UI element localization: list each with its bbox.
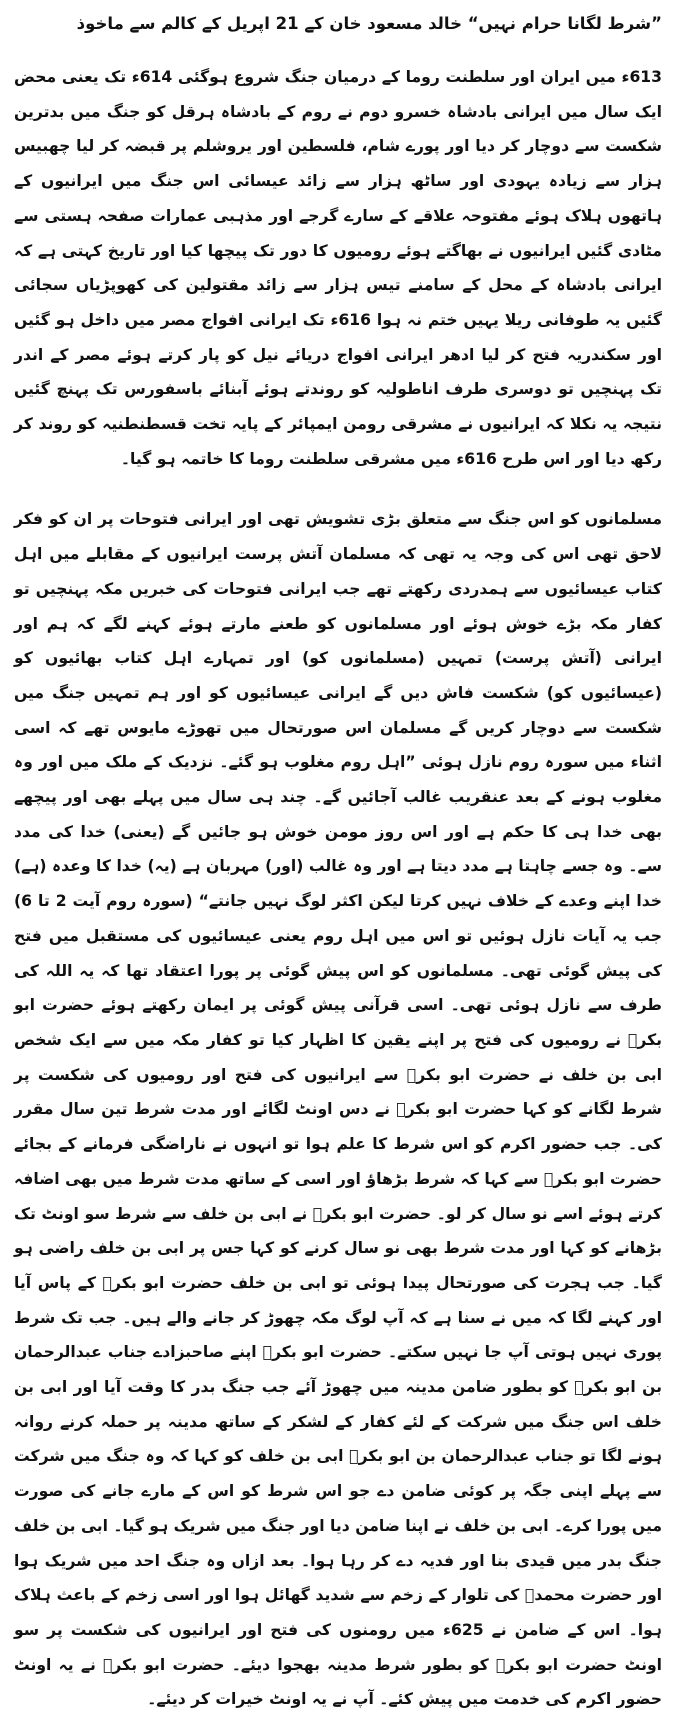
article-paragraph: مسلمانوں کو اس جنگ سے متعلق بڑی تشویش تھی اور ایرانی فتوحات پر ان کو فکر لاحق تھی اس کی وجہ یہ تھی کہ مسلمان آتش پرست ایرانیوں کے مقابلے میں اہل کتاب عیسائیوں سے ہمدردی رکھتے تھے جب ایرانی فتوحات کی خبریں مکہ پہنچیں تو کفار مکہ بڑے خوش ہوئے اور مسلمانوں کو طعنے مارتے ہوئے کہنے لگے کہ ہم اور ایرانی (آتش پرست) تمہیں (مسلمانوں کو) اور تمہارے اہل کتاب بھائیوں کو (عیسائیوں کو) شکست فاش دیں گے ایرانی عیسائیوں کو اور ہم تمہیں جنگ میں شکست سے دوچار کریں گے مسلمان اس صورتحال میں تھوڑے مایوس تھے کہ اسی اثناء میں سورہ روم نازل ہوئی ”اہل روم مغلوب ہو گئے۔ نزدیک کے ملک میں اور وہ مغلوب ہونے کے بعد عنقریب غالب آجائیں گے۔ چند ہی سال میں پہلے بھی اور پیچھے بھی خدا ہی کا حکم ہے اور اس روز مومن خوش ہو جائیں گے (یعنی) خدا کی مدد سے۔ وہ جسے چاہتا ہے مدد دیتا ہے اور وہ غالب (اور) مہربان ہے (یہ) خدا کا وعدہ (ہے) خدا اپنے وعدے کے خلاف نہیں کرتا لیکن اکثر لوگ نہیں جانتے“ (سورہ روم آیت 2 تا 6) جب یہ آیات نازل ہوئیں تو اس میں اہل روم یعنی عیسائیوں کی مستقبل میں فتح کی پیش گوئی تھی۔ مسلمانوں کو اس پیش گوئی پر پورا اعتقاد تھا کہ یہ اللہ کی طرف سے نازل ہوئی تھی۔ اسی قرآنی پیش گوئی پر ایمان رکھتے ہوئے حضرت ابو بکرؓ نے رومیوں کی فتح پر اپنے یقین کا اظہار کیا تو کفار مکہ میں سے ایک شخص ابی بن خلف نے حضرت ابو بکرؓ سے ایرانیوں کی فتح اور رومیوں کی شکست پر شرط لگانے کو کہا حضرت ابو بکرؓ نے دس اونٹ لگائے اور مدت شرط تین سال مقرر کی۔ جب حضور اکرم کو اس شرط کا علم ہوا تو انہوں نے ناراضگی فرمانے کے بجائے حضرت ابو بکرؓ سے کہا کہ شرط بڑھاؤ اور اسی کے ساتھ مدت شرط میں بھی اضافہ کرتے ہوئے اسے نو سال کر لو۔ حضرت ابو بکرؓ نے ابی بن خلف سے شرط سو اونٹ تک بڑھانے کو کہا اور مدت شرط بھی نو سال کرنے کو کہا جس پر ابی بن خلف راضی ہو گیا۔ جب ہجرت کی صورتحال پیدا ہوئی تو ابی بن خلف حضرت ابو بکرؓ کے پاس آیا اور کہنے لگا کہ میں نے سنا ہے کہ آپ لوگ مکہ چھوڑ کر جانے والے ہیں۔ جب تک شرط پوری نہیں ہوتی آپ جا نہیں سکتے۔ حضرت ابو بکرؓ اپنے صاحبزادے جناب عبدالرحمان بن ابو بکرؓ کو بطور ضامن مدینہ میں چھوڑ آئے جب جنگ بدر کا وقت آیا اور ابی بن خلف اس جنگ میں شرکت کے لئے کفار کے لشکر کے ساتھ مدینہ پر حملہ کرنے روانہ ہونے لگا تو جناب عبدالرحمان بن ابو بکرؓ ابی بن خلف کو کہا کہ وہ جنگ میں شرکت سے پہلے اپنی جگہ پر کوئی ضامن دے جو اس شرط کو اس کے مارے جانے کی صورت میں پورا کرے۔ ابی بن خلف نے اپنا ضامن دیا اور جنگ میں شریک ہو گیا۔ ابی بن خلف جنگ بدر میں قیدی بنا اور فدیہ دے کر رہا ہوا۔ بعد ازاں وہ جنگ احد میں شریک ہوا اور حضرت محمدؐ کی تلوار کے زخم سے شدید گھائل ہوا اور اسی زخم کے باعث ہلاک ہوا۔ اس کے ضامن نے 625ء میں رومنوں کی فتح اور ایرانیوں کی شکست پر سو اونٹ حضرت ابو بکرؓ کو بطور شرط مدینہ بھجوا دیئے۔ حضرت ابو بکرؓ نے یہ اونٹ حضور اکرم کی خدمت میں پیش کئے۔ آپ نے یہ اونٹ خیرات کر دیئے۔ (14, 510, 662, 1709)
article-paragraph: 613ء میں ایران اور سلطنت روما کے درمیان جنگ شروع ہوگئی 614ء تک یعنی محض ایک سال میں ایرانی بادشاہ خسرو دوم نے روم کے بادشاہ ہرقل کو جنگ میں بدترین شکست سے دوچار کر دیا اور پورے شام، فلسطین اور یروشلم پر قبضہ کر لیا چھبیس ہزار سے زیادہ یہودی اور ساٹھ ہزار سے زائد عیسائی اس جنگ میں ایرانیوں کے ہاتھوں ہلاک ہوئے مفتوحہ علاقے کے سارے گرجے اور مذہبی عمارات صفحہ ہستی سے مٹادی گئیں ایرانیوں نے بھاگتے ہوئے رومیوں کا دور تک پیچھا کیا اور تاریخ کہتی ہے کہ ایرانی بادشاہ کے محل کے سامنے تیس ہزار سے زائد مقتولین کی کھوپڑیاں سجائی گئیں یہ طوفانی ریلا یہیں ختم نہ ہوا 616ء تک ایرانی افواج مصر میں داخل ہو گئیں اور سکندریہ فتح کر لیا ادھر ایرانی افواج دریائے نیل کو پار کرتے ہوئے مصر کے اندر تک پہنچیں تو دوسری طرف اناطولیہ کو روندتے ہوئے آبنائے باسفورس تک پہنچ گئیں نتیجہ یہ نکلا کہ ایرانیوں نے مشرقی رومن ایمپائر کے پایہ تخت قسطنطنیہ کو روند کر رکھ دیا اور اس طرح 616ء میں مشرقی سلطنت روما کا خاتمہ ہو گیا۔ (14, 68, 662, 468)
article-title: ”شرط لگانا حرام نہیں“ خالد مسعود خان کے 21 اپریل کے کالم سے ماخوذ (76, 14, 662, 33)
